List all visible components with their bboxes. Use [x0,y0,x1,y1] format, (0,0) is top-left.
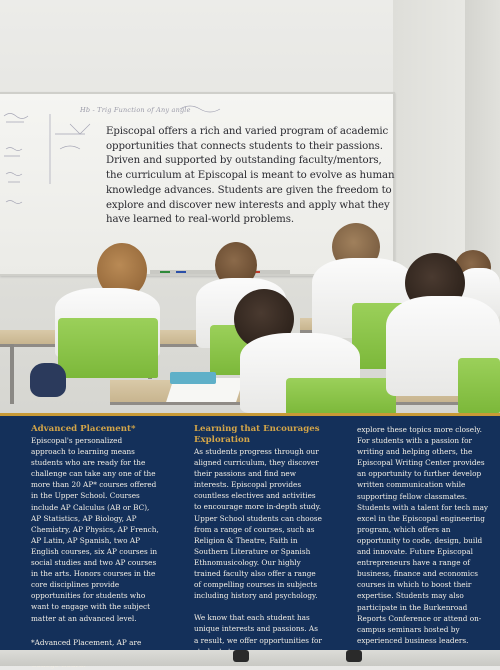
column-advanced-placement [31,424,159,670]
marker [160,271,170,273]
learning-body-continued: We know that each student has unique interests and passions. As a result, we offer opportunities for [194,613,322,645]
continued-body: explore these topics more closely. For students with a passion for writing and helping others, the Episcopal Writing Center provides an opportunity to further develop written communication while supporting fellow classmates. Students with a talent for tech may excel in the Episcopal engineering program, which offers an opportunity to code, design, build and innovate. Future Episcopal entrepreneurs have a range of business, finance and economics courses in which to boost their expertise. Students may also participate in the Burkenroad Reports Conference or attend on-campus seminars hosted by experienced business leaders. [357,425,489,645]
chair [458,358,500,413]
floor-strip [0,650,500,666]
academics-text-panel [0,413,500,653]
chair [58,318,158,378]
heading-learning: Learning that Encourages Exploration [194,424,320,445]
backpack [30,363,66,397]
column-continued [357,424,491,646]
chair-wheel [233,650,249,662]
intro-paragraph: Episcopal offers a rich and varied program of academic opportunities that connects students to their passions. Driven and supported by outstanding faculty/mentors, the curriculum at Episcopal is meant to evolve as human knowledge advances. Students are given the freedom to explore and discover new interests and apply what they have learned to real-world problems. [106,126,395,226]
heading-advanced-placement: Advanced Placement* [31,424,136,434]
chair-wheel [346,650,362,662]
chair [286,378,396,413]
learning-body: As students progress through our aligned curriculum, they discover their passions and find new interests. Episcopal provides countless electives and activities to encourage more in-depth study. Upper School students can choose from a range of courses, such as Religion & Theatre, Faith in Southern Literature or Spanish Ethnomusicology. Our highly trained faculty also offer a range of compelling courses in subjects including history and psychology. [194,447,322,601]
pencil-case [170,372,216,384]
desk-leg [10,344,14,404]
advanced-placement-body: Episcopal's personalized approach to learning means students who are ready for the challenge can take any one of the more than 20 AP* courses offered in the Upper School. Courses include AP Calculus (AB or BC), AP Statistics, AP Biology, AP Chemistry, AP Physics, AP French, AP Latin, AP Spanish, two AP English courses, six AP courses in social studies and two AP courses in the arts. Honors courses in the core disciplines provide opportunities for students who want to engage with the subject matter at an advanced level. [31,436,159,623]
marker [176,271,186,273]
column-learning [194,424,324,657]
ap-footnote: *Advanced Placement, AP are [31,637,142,647]
whiteboard-scribble: Hb - Trig Function of Any angle [80,106,191,114]
